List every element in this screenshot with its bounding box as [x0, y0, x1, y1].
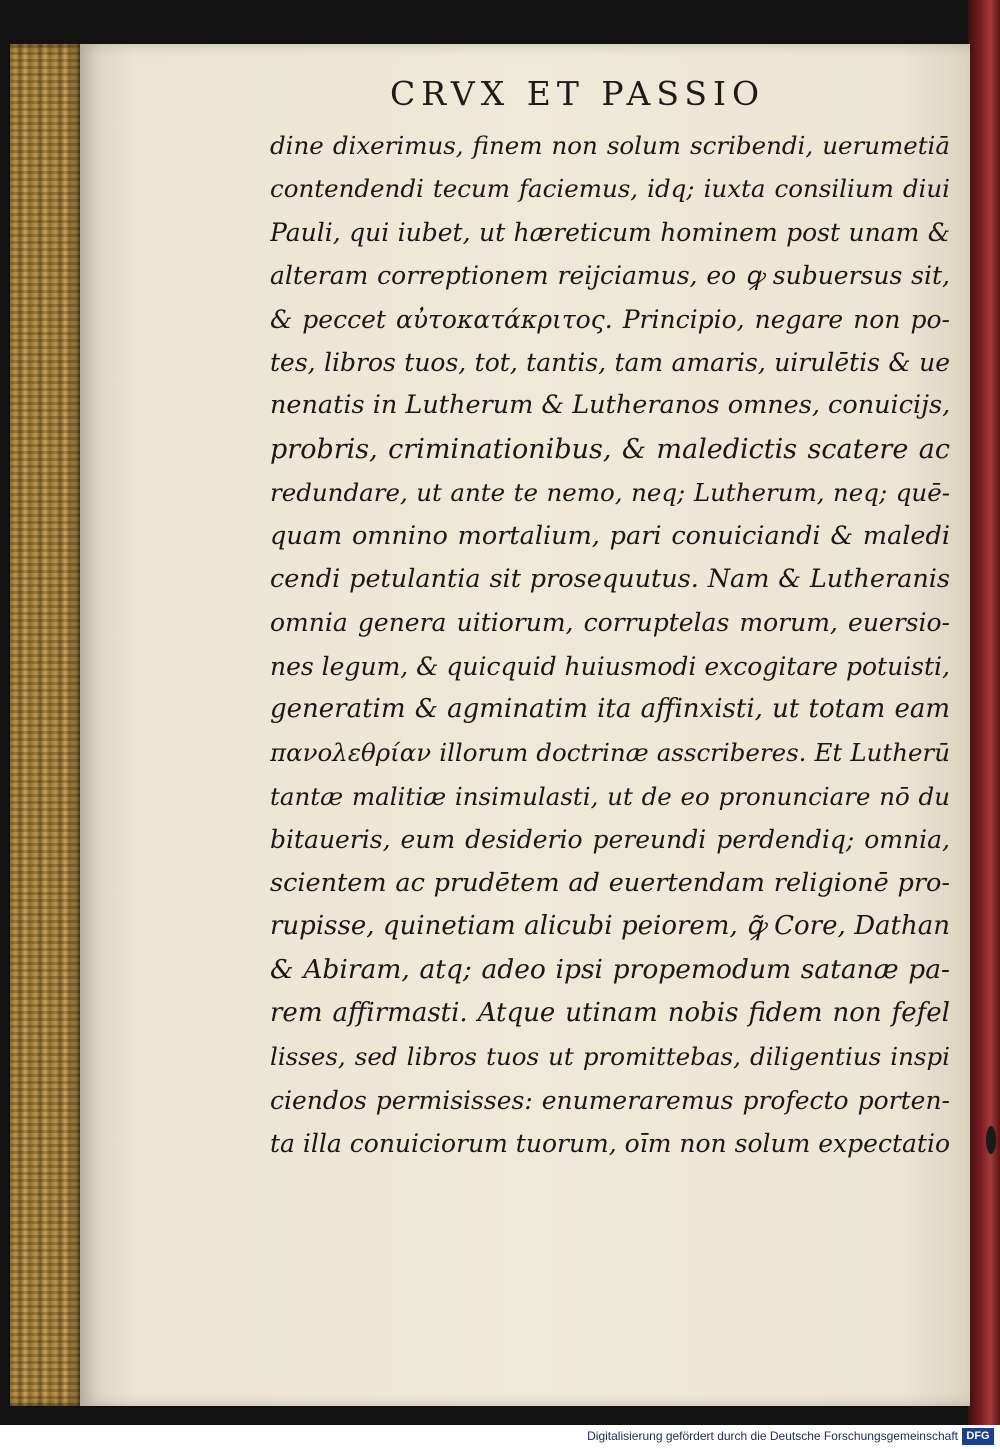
text-line: generatim & agminatim ita affinxisti, ut totam eam: [270, 694, 950, 725]
text-line: cendi petulantia sit prosequutus. Nam & Lutheranis: [270, 563, 950, 594]
text-line: nes legum, & quicquid huiusmodi excogitare potuisti,: [270, 651, 950, 681]
text-line: πανολεθρίαν illorum doctrinæ asscriberes. Et Lutherū: [270, 738, 950, 768]
text-line: & peccet αὐτοκατάκριτος. Principio, negare non po-: [270, 304, 950, 334]
text-line: quam omnino mortalium, pari conuiciandi & maledi: [270, 520, 950, 551]
text-line: scientem ac prudētem ad euertendam religionē pro-: [270, 867, 950, 898]
text-line: contendendi tecum faciemus, idq; iuxta consilium diui: [270, 174, 950, 204]
text-line: omnia genera uitiorum, corruptelas morum, euersio-: [270, 608, 950, 638]
text-block: [270, 124, 950, 1165]
text-line: nenatis in Lutherum & Lutheranos omnes, conuicijs,: [270, 390, 950, 421]
text-line: rupisse, quinetiam alicubi peiorem, ꝙ̃ Core, Dathan: [270, 911, 950, 942]
text-line: lisses, sed libros tuos ut promittebas, diligentius inspi: [270, 1042, 950, 1072]
text-line: rem affirmasti. Atque utinam nobis fidem non fefel: [270, 997, 950, 1028]
text-line: & Abiram, atq; adeo ipsi propemodum satanæ pa-: [270, 954, 950, 986]
running-title: CRVX ET PASSIO: [390, 74, 766, 113]
text-line: redundare, ut ante te nemo, neq; Lutherum, neq; quē-: [270, 478, 950, 508]
page-edge-mark: [986, 1126, 996, 1154]
text-line: probris, criminationibus, & maledictis scatere ac: [270, 433, 950, 465]
funding-note: Digitalisierung gefördert durch die Deutsche Forschungsgemeinschaft: [587, 1429, 958, 1443]
text-line: dine dixerimus, finem non solum scribendi, uerumetiā: [270, 131, 950, 160]
cover-edge: [968, 0, 1000, 1425]
text-line: alteram correptionem reijciamus, eo ꝙ subuersus sit,: [270, 261, 950, 291]
dfg-logo: DFG: [962, 1428, 994, 1445]
text-line: Pauli, qui iubet, ut hæreticum hominem post unam &: [270, 217, 950, 247]
fore-edge: [10, 44, 82, 1406]
text-line: tes, libros tuos, tot, tantis, tam amaris, uirulētis & ue: [270, 347, 950, 377]
text-line: bitaueris, eum desiderio pereundi perdendiq; omnia,: [270, 825, 950, 855]
text-line: tantæ malitiæ insimulasti, ut de eo pronunciare nō du: [270, 781, 950, 811]
text-line: ta illa conuiciorum tuorum, oīm non solum expectatio: [270, 1128, 950, 1158]
text-line: ciendos permisisses: enumeraremus profecto porten-: [270, 1085, 950, 1115]
